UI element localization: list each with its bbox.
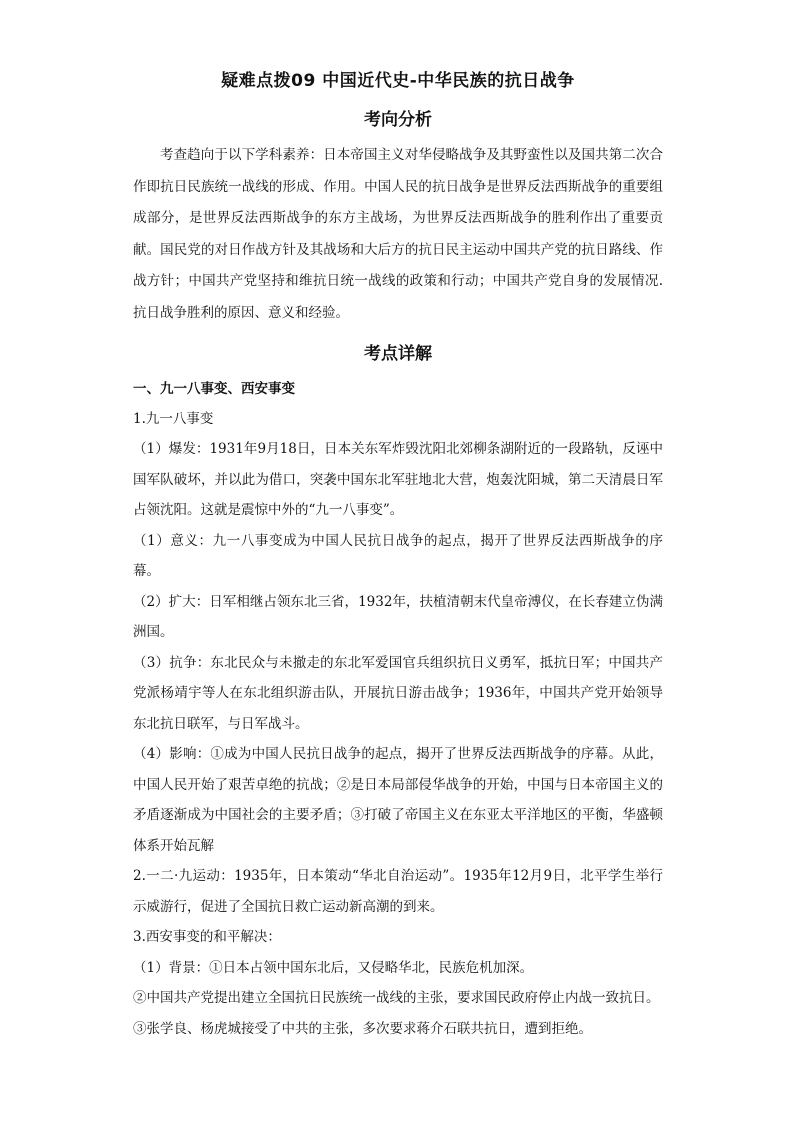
item-129-movement: 2.一二·九运动：1935年，日本策动“华北自治运动”。1935年12月9日，北平学生举行示威游行，促进了全国抗日救亡运动新高潮的到来。 <box>133 868 663 915</box>
details-heading: 考点详解 <box>364 343 432 364</box>
item-918-expansion: （2）扩大：日军相继占领东北三省，1932年，扶植清朝末代皇帝溥仪，在长春建立伪满洲国。 <box>133 593 663 641</box>
item-918-resistance: （3）抗争：东北民众与未撤走的东北军爱国官兵组织抗日义勇军，抵抗日军；中国共产党派杨靖宇等人在东北组织游击队，开展抗日游击战争；1936年，中国共产党开始领导东北抗日联军，与日军战斗。 <box>133 654 663 732</box>
document-page <box>133 66 663 1044</box>
analysis-paragraph: 考查趋向于以下学科素养：日本帝国主义对华侵略战争及其野蛮性以及国共第二次合作即抗日民族统一战线的形成、作用。中国人民的抗日战争是世界反法西斯战争的重要组成部分，是世界反法西斯战争的东方主战场，为世界反法西斯战争的胜利作出了重要贡献。国民党的对日作战方针及其战场和大后方的抗日民主运动中国共产党的抗日路线、作战方针；中国共产党坚持和维抗日统一战线的政策和行动；中国共产党自身的发展情况.抗日战争胜利的原因、意义和经验。 <box>133 147 663 321</box>
item-xian-background: （1）背景：①日本占领中国东北后，又侵略华北，民族危机加深。 <box>133 959 534 976</box>
section-1-title: 一、九一八事变、西安事变 <box>133 380 295 397</box>
item-918-impact: （4）影响：①成为中国人民抗日战争的起点，揭开了世界反法西斯战争的序幕。从此，中国人民开始了艰苦卓绝的抗战；②是日本局部侵华战争的开始，中国与日本帝国主义的矛盾逐渐成为中国社会的主要矛盾；③打破了帝国主义在东亚太平洋地区的平衡，华盛顿体系开始瓦解 <box>133 746 663 854</box>
item-918-outbreak: （1）爆发：1931年9月18日，日本关东军炸毁沈阳北郊柳条湖附近的一段路轨，反诬中国军队破坏，并以此为借口，突袭中国东北军驻地北大营，炮轰沈阳城，第二天清晨日军占领沈阳。这就是震惊中外的“九一八事变”。 <box>133 441 663 519</box>
document-title: 疑难点拨09 中国近代史-中华民族的抗日战争 <box>221 71 575 91</box>
item-918-significance: （1）意义：九一八事变成为中国人民抗日战争的起点，揭开了世界反法西斯战争的序幕。 <box>133 532 663 580</box>
item-xian-heading: 3.西安事变的和平解决： <box>133 929 281 946</box>
item-xian-zhang-yang: ③张学良、杨虎城接受了中共的主张，多次要求蒋介石联共抗日，遭到拒绝。 <box>133 1020 592 1037</box>
analysis-heading: 考向分析 <box>364 110 432 130</box>
item-xian-ccp-proposal: ②中国共产党提出建立全国抗日民族统一战线的主张，要求国民政府停止内战一致抗日。 <box>133 990 660 1007</box>
item-918-heading: 1.九一八事变 <box>133 410 214 427</box>
